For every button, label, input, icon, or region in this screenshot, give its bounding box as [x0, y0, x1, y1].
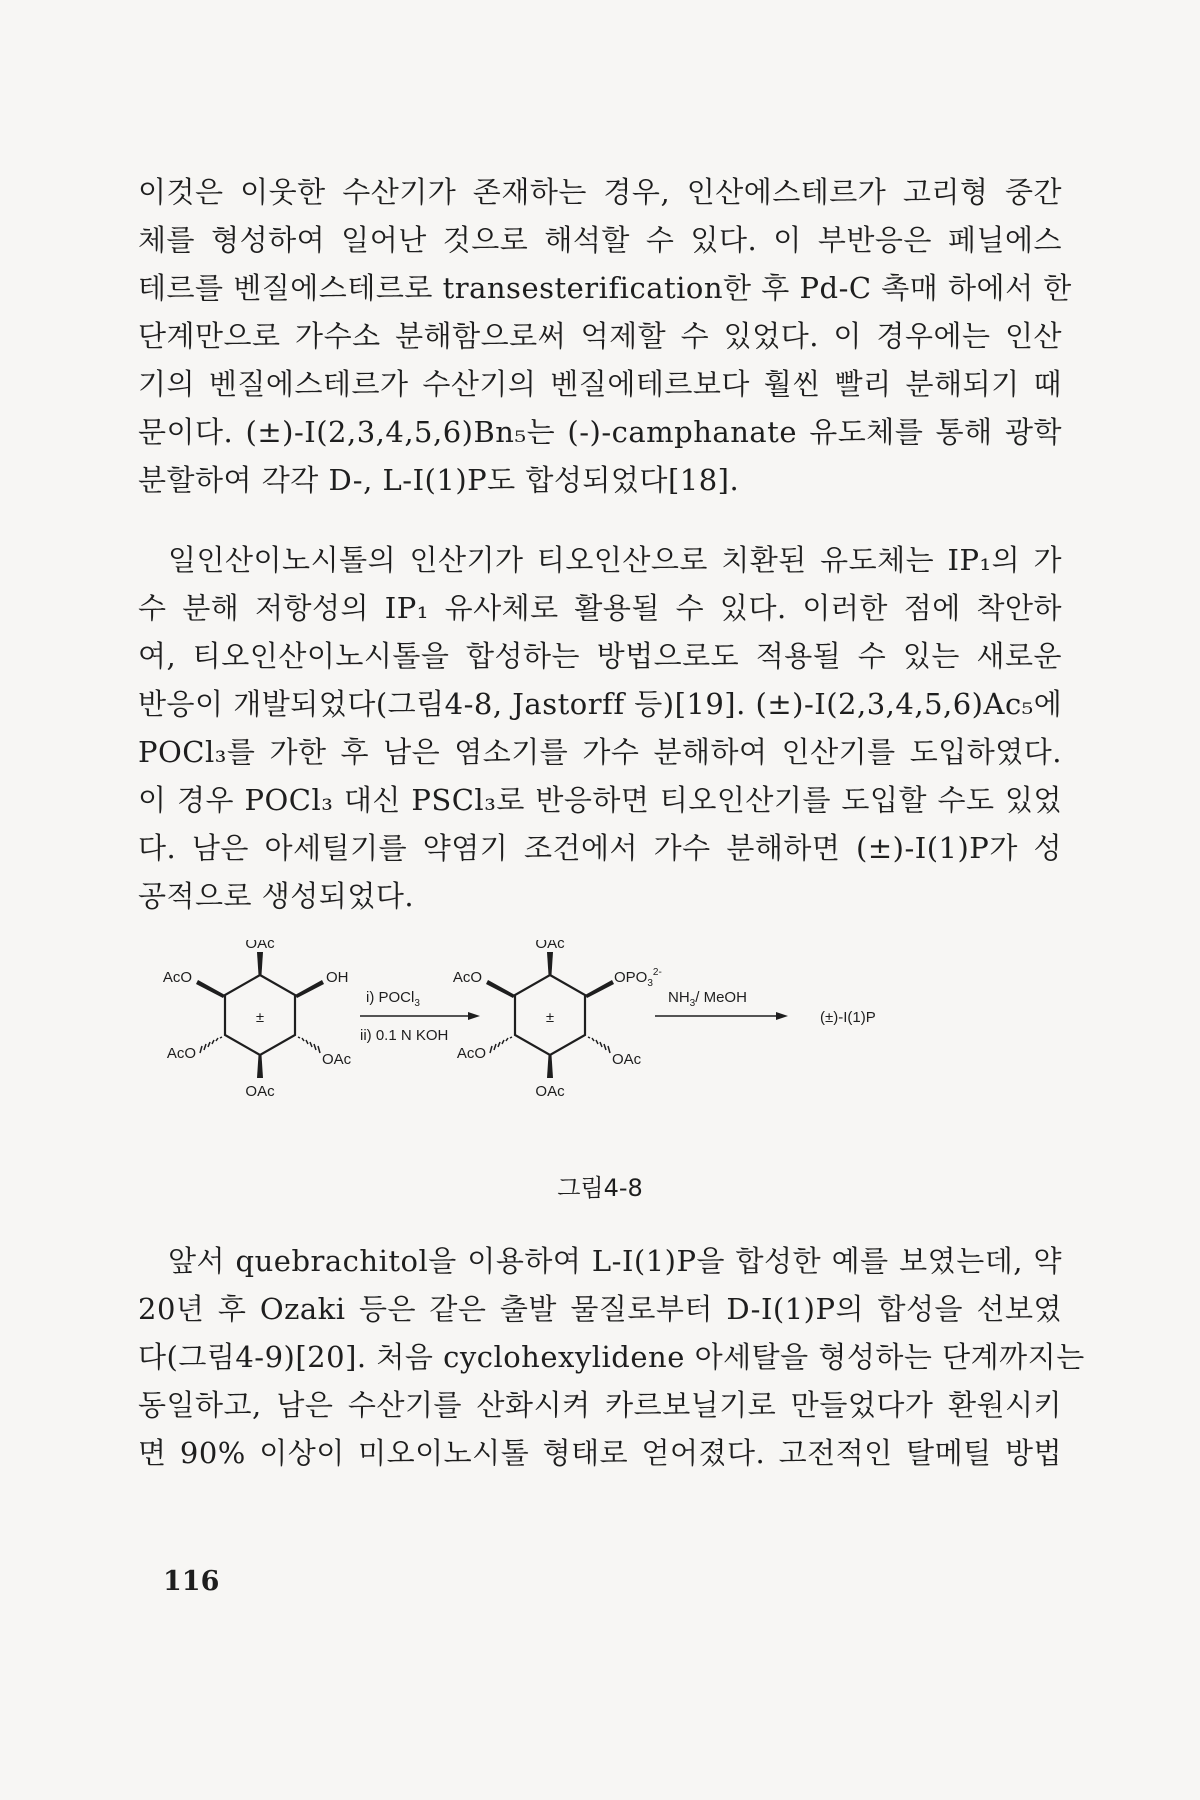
paragraph-2 [138, 536, 1062, 920]
label-aco-bottom-left: AcO [456, 1045, 486, 1062]
label-oac-bottom-right: OAc [322, 1051, 352, 1068]
label-aco-bottom-left: AcO [166, 1045, 196, 1062]
text-line: 수 분해 저항성의 IP₁ 유사체로 활용될 수 있다. 이러한 점에 착안하 [138, 591, 1062, 625]
text-line: 앞서 quebrachitol을 이용하여 L-I(1)P을 합성한 예를 보였는데, 약 [168, 1244, 1062, 1278]
paragraph-3 [138, 1237, 1085, 1477]
text-line: 테르를 벤질에스테르로 transesterification한 후 Pd-C 촉매 하에서 한 [138, 271, 1072, 305]
phosphate-intermediate-structure [453, 940, 662, 1100]
text-line: 동일하고, 남은 수산기를 산화시켜 카르보닐기로 만들었다가 환원시키 [138, 1388, 1062, 1422]
reaction-step-2 [655, 989, 788, 1020]
text-line: 반응이 개발되었다(그림4-8, Jastorff 등)[19]. (±)-I(2,3,4,5,6)Ac₅에 [138, 687, 1063, 721]
text-line: 면 90% 이상이 미오이노시톨 형태로 얻어졌다. 고전적인 탈메틸 방법 [138, 1436, 1062, 1470]
text-line: 이 경우 POCl₃ 대신 PSCl₃로 반응하면 티오인산기를 도입할 수도 있었 [138, 783, 1062, 817]
reaction-step-1 [360, 989, 480, 1044]
text-line: 여, 티오인산이노시톨을 합성하는 방법으로도 적용될 수 있는 새로운 [138, 639, 1062, 673]
text-line: 단계만으로 가수소 분해함으로써 억제할 수 있었다. 이 경우에는 인산 [138, 319, 1062, 353]
label-aco-top-left: AcO [162, 969, 192, 986]
label-racemic-center: ± [545, 1009, 555, 1026]
label-aco-top-left: AcO [452, 969, 482, 986]
text-line: 문이다. (±)-I(2,3,4,5,6)Bn₅는 (-)-camphanate 유도체를 통해 광학 [138, 415, 1062, 449]
product-label: (±)-I(1)P [820, 1009, 876, 1026]
reagent-pocl3: i) POCl$_3$ [366, 989, 420, 1009]
text-line: 20년 후 Ozaki 등은 같은 출발 물질로부터 D-I(1)P의 합성을 선보였 [138, 1292, 1062, 1326]
label-oh-top-right: OH [326, 969, 349, 986]
reagent-ammonia-methanol: $NH_3/$ MeOH [668, 989, 747, 1009]
text-line: 다. 남은 아세틸기를 약염기 조건에서 가수 분해하면 (±)-I(1)P가 성 [138, 831, 1062, 865]
text-line: 일인산이노시톨의 인산기가 티오인산으로 치환된 유도체는 IP₁의 가 [168, 543, 1062, 577]
label-phosphate-top-right: $OPO_3^{2-}$ [614, 967, 662, 989]
reagent-koh: ii) 0.1 N KOH [360, 1027, 449, 1044]
text-line: 체를 형성하여 일어난 것으로 해석할 수 있다. 이 부반응은 페닐에스 [138, 223, 1062, 257]
label-oac-bottom: OAc [245, 1083, 275, 1100]
reaction-scheme-figure [150, 940, 1050, 1170]
text-line: POCl₃를 가한 후 남은 염소기를 가수 분해하여 인산기를 도입하였다. [138, 735, 1062, 769]
text-line: 기의 벤질에스테르가 수산기의 벤질에테르보다 훨씬 빨리 분해되기 때 [138, 367, 1062, 401]
label-oac-top: OAc [245, 940, 275, 952]
label-oac-bottom-right: OAc [612, 1051, 642, 1068]
page-number: 116 [163, 1566, 220, 1597]
label-racemic-center: ± [255, 1009, 265, 1026]
figure-caption: 그림4-8 [557, 1174, 643, 1202]
label-oac-bottom: OAc [535, 1083, 565, 1100]
text-line: 이것은 이웃한 수산기가 존재하는 경우, 인산에스테르가 고리형 중간 [138, 175, 1062, 209]
reaction-scheme [150, 940, 1050, 1170]
label-oac-top: OAc [535, 940, 565, 952]
text-line: 분할하여 각각 D-, L-I(1)P도 합성되었다[18]. [138, 463, 740, 497]
paragraph-1 [138, 168, 1072, 504]
starting-material-structure [163, 940, 352, 1100]
text-line: 다(그림4-9)[20]. 처음 cyclohexylidene 아세탈을 형성하는 단계까지는 [138, 1340, 1085, 1374]
text-line: 공적으로 생성되었다. [138, 879, 415, 913]
